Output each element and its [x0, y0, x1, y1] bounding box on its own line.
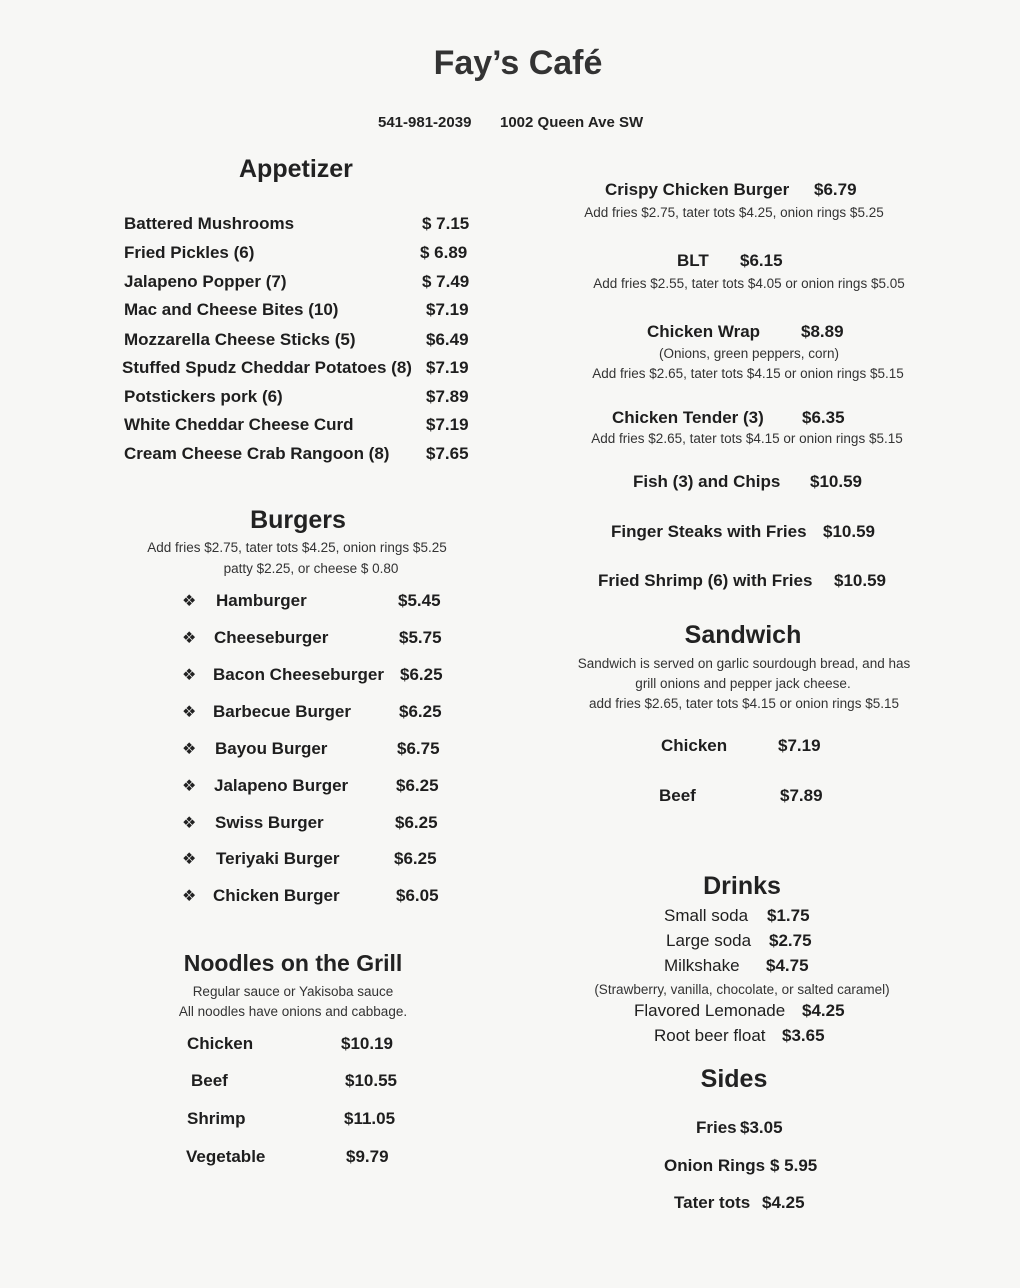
noodles-sauce-note: Regular sauce or Yakisoba sauce — [192, 984, 394, 999]
diamond-bullet-icon: ❖ — [182, 630, 197, 647]
item-name: Shrimp — [187, 1109, 246, 1128]
drink-name: Milkshake — [664, 956, 740, 975]
drink-name: Root beer float — [654, 1026, 766, 1045]
item-price: $10.55 — [345, 1071, 397, 1090]
special-note: Add fries $2.65, tater tots $4.15 or onion rings $5.15 — [592, 366, 904, 381]
special-name: Chicken Wrap — [647, 322, 761, 341]
special-name: Chicken Tender (3) — [612, 408, 764, 427]
drink-price: $4.25 — [802, 1001, 845, 1020]
item-price: $6.25 — [395, 813, 438, 832]
side-price: $4.25 — [762, 1193, 805, 1212]
drink-price: $2.75 — [769, 931, 812, 950]
item-price: $5.75 — [399, 628, 442, 647]
item-name: Potstickers pork (6) — [124, 387, 283, 406]
milkshake-flavors-note: (Strawberry, vanilla, chocolate, or salted caramel) — [594, 982, 890, 997]
item-name: Fried Pickles (6) — [124, 243, 255, 262]
page-title: Fay’s Café — [433, 44, 603, 82]
item-name: Vegetable — [186, 1147, 266, 1166]
burgers-addons-note: Add fries $2.75, tater tots $4.25, onion rings $5.25 — [147, 540, 447, 555]
side-name: Tater tots — [674, 1193, 751, 1212]
item-price: $10.19 — [341, 1034, 393, 1053]
diamond-bullet-icon: ❖ — [182, 667, 197, 684]
item-name: Barbecue Burger — [213, 702, 351, 721]
item-price: $6.49 — [426, 330, 469, 349]
item-name: Bacon Cheeseburger — [213, 665, 384, 684]
item-price: $7.19 — [426, 300, 469, 319]
item-price: $6.25 — [396, 776, 439, 795]
drink-price: $1.75 — [767, 906, 810, 925]
special-price: $6.15 — [740, 251, 783, 270]
special-price: $10.59 — [823, 522, 875, 541]
item-name: Bayou Burger — [215, 739, 328, 758]
sandwich-addons-note: add fries $2.65, tater tots $4.15 or onion rings $5.15 — [589, 696, 899, 711]
item-name: Hamburger — [216, 591, 307, 610]
item-price: $ 7.15 — [422, 214, 470, 233]
diamond-bullet-icon: ❖ — [182, 593, 197, 610]
special-price: $10.59 — [810, 472, 862, 491]
sandwich-item-price: $7.89 — [780, 786, 823, 805]
item-price: $9.79 — [346, 1147, 389, 1166]
item-price: $6.05 — [396, 886, 439, 905]
item-price: $ 7.49 — [422, 272, 470, 291]
diamond-bullet-icon: ❖ — [182, 741, 197, 758]
special-name: Fish (3) and Chips — [633, 472, 781, 491]
item-name: Mozzarella Cheese Sticks (5) — [124, 330, 356, 349]
item-name: Chicken Burger — [213, 886, 340, 905]
side-price: $3.05 — [740, 1118, 783, 1137]
item-name: Swiss Burger — [215, 813, 324, 832]
item-price: $7.19 — [426, 415, 469, 434]
item-price: $6.25 — [394, 849, 437, 868]
diamond-bullet-icon: ❖ — [182, 704, 197, 721]
item-name: Chicken — [187, 1034, 254, 1053]
special-name: Finger Steaks with Fries — [611, 522, 807, 541]
item-name: Stuffed Spudz Cheddar Potatoes (8) — [122, 358, 412, 377]
sandwich-item-name: Beef — [659, 786, 696, 805]
item-name: Cream Cheese Crab Rangoon (8) — [124, 444, 390, 463]
item-name: White Cheddar Cheese Curd — [124, 415, 354, 434]
side-name: Fries — [696, 1118, 737, 1137]
item-price: $6.25 — [399, 702, 442, 721]
burgers-extras-note: patty $2.25, or cheese $ 0.80 — [223, 561, 399, 576]
item-name: Jalapeno Burger — [214, 776, 349, 795]
special-price: $8.89 — [801, 322, 844, 341]
appetizer-heading: Appetizer — [239, 155, 353, 183]
item-price: $7.89 — [426, 387, 469, 406]
special-note: Add fries $2.75, tater tots $4.25, onion rings $5.25 — [584, 205, 884, 220]
sandwich-heading: Sandwich — [684, 621, 802, 649]
item-name: Cheeseburger — [214, 628, 329, 647]
phone-number: 541-981-2039 — [378, 114, 472, 131]
item-price: $7.65 — [426, 444, 469, 463]
diamond-bullet-icon: ❖ — [182, 778, 197, 795]
special-note: (Onions, green peppers, corn) — [658, 346, 840, 361]
diamond-bullet-icon: ❖ — [182, 815, 197, 832]
drink-price: $3.65 — [782, 1026, 825, 1045]
item-name: Teriyaki Burger — [216, 849, 340, 868]
special-name: Crispy Chicken Burger — [605, 180, 790, 199]
special-name: Fried Shrimp (6) with Fries — [598, 571, 813, 590]
drink-price: $4.75 — [766, 956, 809, 975]
drinks-heading: Drinks — [703, 872, 781, 900]
drink-name: Small soda — [664, 906, 749, 925]
special-name: BLT — [677, 251, 709, 270]
side-name: Onion Rings — [664, 1156, 766, 1175]
item-price: $ 6.89 — [420, 243, 468, 262]
sides-heading: Sides — [700, 1065, 768, 1093]
drink-name: Large soda — [666, 931, 752, 950]
special-note: Add fries $2.65, tater tots $4.15 or onion rings $5.15 — [591, 431, 903, 446]
noodles-veg-note: All noodles have onions and cabbage. — [178, 1004, 408, 1019]
diamond-bullet-icon: ❖ — [182, 888, 197, 905]
sandwich-item-price: $7.19 — [778, 736, 821, 755]
address: 1002 Queen Ave SW — [500, 114, 644, 131]
item-name: Battered Mushrooms — [124, 214, 295, 233]
item-price: $7.19 — [426, 358, 469, 377]
item-name: Mac and Cheese Bites (10) — [124, 300, 339, 319]
item-price: $6.25 — [400, 665, 443, 684]
special-price: $6.35 — [802, 408, 845, 427]
sandwich-cheese-note: grill onions and pepper jack cheese. — [635, 676, 851, 691]
diamond-bullet-icon: ❖ — [182, 851, 197, 868]
item-price: $5.45 — [398, 591, 441, 610]
special-note: Add fries $2.55, tater tots $4.05 or onion rings $5.05 — [593, 276, 905, 291]
noodles-heading: Noodles on the Grill — [183, 950, 403, 976]
item-name: Jalapeno Popper (7) — [124, 272, 287, 291]
item-price: $6.75 — [397, 739, 440, 758]
sandwich-bread-note: Sandwich is served on garlic sourdough bread, and has — [577, 656, 911, 671]
sandwich-item-name: Chicken — [661, 736, 728, 755]
special-price: $6.79 — [814, 180, 857, 199]
side-price: $ 5.95 — [770, 1156, 818, 1175]
item-name: Beef — [191, 1071, 228, 1090]
item-price: $11.05 — [344, 1109, 396, 1128]
drink-name: Flavored Lemonade — [634, 1001, 786, 1020]
burgers-heading: Burgers — [250, 506, 346, 534]
special-price: $10.59 — [834, 571, 886, 590]
